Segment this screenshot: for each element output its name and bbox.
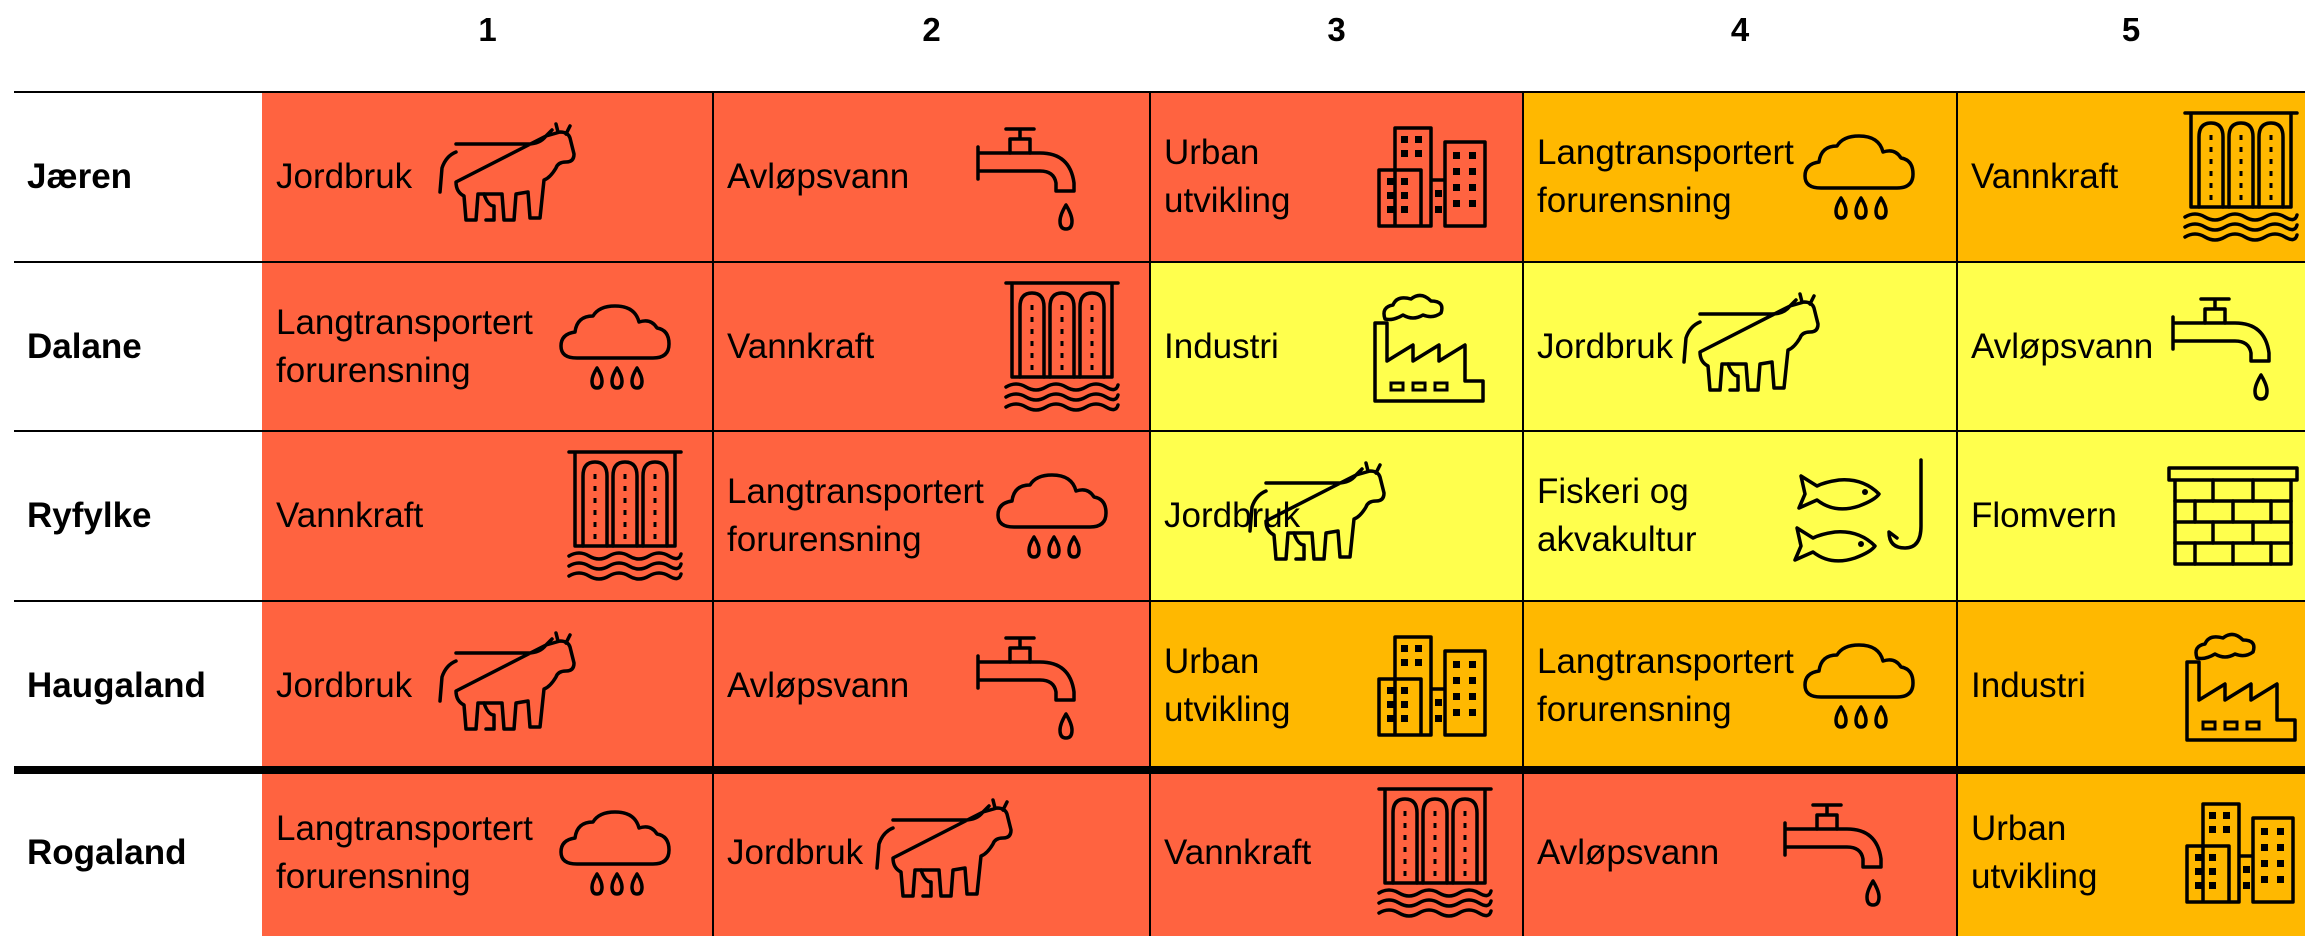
cell-label: Jordbruk: [1164, 496, 1301, 535]
cloud-rain-icon: [557, 302, 673, 392]
cow-icon: [428, 122, 578, 232]
cell-label: Avløpsvann: [727, 665, 910, 705]
cell-label: Industri: [1164, 326, 1279, 366]
matrix-cell: [1150, 770, 1523, 936]
matrix-cell: [1523, 431, 1957, 601]
column-header-2: 2: [922, 11, 941, 48]
matrix-cell: [1150, 262, 1523, 431]
cell-label: Vannkraft: [276, 496, 424, 535]
cell-label: Langtransportert forurensning: [276, 809, 533, 896]
cow-icon: [1672, 292, 1822, 402]
cell-label: Langtransportert forurensning: [1537, 133, 1794, 220]
matrix-cell: [713, 262, 1150, 431]
faucet-icon: [970, 626, 1090, 746]
column-header-3: 3: [1327, 11, 1346, 48]
cell-label: Flomvern: [1971, 496, 2117, 535]
cell-label: Industri: [1971, 665, 2086, 705]
cell-label: Avløpsvann: [1537, 833, 1720, 872]
cell-label: Fiskeri og akvakultur: [1537, 472, 1697, 559]
cell-label: Urban utvikling: [1164, 133, 1291, 220]
column-header-5: 5: [2121, 11, 2141, 48]
cell-label: Jordbruk: [1537, 326, 1674, 366]
brick-wall-icon: [2165, 464, 2301, 568]
dam-icon: [565, 446, 685, 586]
row-label-2: Ryfylke: [27, 496, 152, 535]
row-divider: [14, 261, 2305, 263]
matrix-cell: [1523, 262, 1957, 431]
factory-icon: [1369, 289, 1489, 405]
cell-label: Urban utvikling: [1164, 641, 1291, 729]
cell-label: Langtransportert forurensning: [1537, 641, 1794, 729]
cell-label: Jordbruk: [276, 665, 413, 705]
matrix-cell: [262, 92, 713, 262]
faucet-icon: [970, 117, 1090, 237]
matrix-cell: [1523, 601, 1957, 770]
matrix-cell: [713, 770, 1150, 936]
row-divider: [14, 766, 2305, 774]
column-header-1: 1: [478, 11, 497, 48]
cloud-rain-icon: [1801, 132, 1917, 222]
matrix-cell: [1523, 770, 1957, 936]
buildings-icon: [1373, 122, 1493, 232]
cell-label: Vannkraft: [1971, 157, 2119, 196]
matrix-cell: [1957, 262, 2305, 431]
row-divider: [14, 91, 2305, 93]
cell-label: Jordbruk: [276, 157, 413, 196]
cell-label: Avløpsvann: [727, 157, 910, 196]
cloud-rain-icon: [557, 808, 673, 898]
matrix-cell: [1957, 601, 2305, 770]
column-divider: [712, 92, 714, 936]
cell-label: Urban utvikling: [1971, 809, 2098, 896]
matrix-cell: [1523, 92, 1957, 262]
faucet-icon: [1777, 793, 1897, 913]
matrix-cell: [1957, 770, 2305, 936]
row-divider: [14, 600, 2305, 602]
matrix-cell: [1150, 601, 1523, 770]
factory-icon: [2181, 628, 2301, 744]
matrix-cell: [713, 92, 1150, 262]
dam-icon: [1375, 783, 1495, 923]
cloud-rain-icon: [1801, 641, 1917, 731]
fish-hook-icon: [1793, 456, 1933, 576]
matrix-cell: [1957, 431, 2305, 601]
cell-label: Langtransportert forurensning: [276, 302, 533, 390]
column-divider: [1956, 92, 1958, 936]
cloud-rain-icon: [994, 471, 1110, 561]
buildings-icon: [1373, 631, 1493, 741]
matrix-cell: [1150, 431, 1523, 601]
row-label-0: Jæren: [27, 157, 133, 196]
row-label-1: Dalane: [27, 326, 142, 366]
cow-icon: [865, 798, 1015, 908]
matrix-cell: [262, 601, 713, 770]
matrix-cell: [713, 601, 1150, 770]
matrix-cell: [713, 431, 1150, 601]
column-divider: [1522, 92, 1524, 936]
column-divider: [1149, 92, 1151, 936]
row-label-4: Rogaland: [27, 833, 187, 872]
cell-label: Langtransportert forurensning: [727, 472, 984, 559]
matrix-cell: [262, 770, 713, 936]
buildings-icon: [2181, 798, 2301, 908]
cell-label: Vannkraft: [1164, 833, 1312, 872]
cow-icon: [428, 631, 578, 741]
row-divider: [14, 430, 2305, 432]
column-header-4: 4: [1730, 11, 1750, 48]
dam-icon: [1002, 277, 1122, 417]
matrix-cell: [262, 431, 713, 601]
cell-label: Jordbruk: [727, 833, 864, 872]
row-label-3: Haugaland: [27, 665, 206, 705]
matrix-cell: [1957, 92, 2305, 262]
cow-icon: [1238, 461, 1388, 571]
faucet-icon: [2165, 287, 2285, 407]
cell-label: Avløpsvann: [1971, 326, 2154, 366]
dam-icon: [2181, 107, 2301, 247]
matrix-cell: [262, 262, 713, 431]
matrix-cell: [1150, 92, 1523, 262]
cell-label: Vannkraft: [727, 326, 875, 366]
